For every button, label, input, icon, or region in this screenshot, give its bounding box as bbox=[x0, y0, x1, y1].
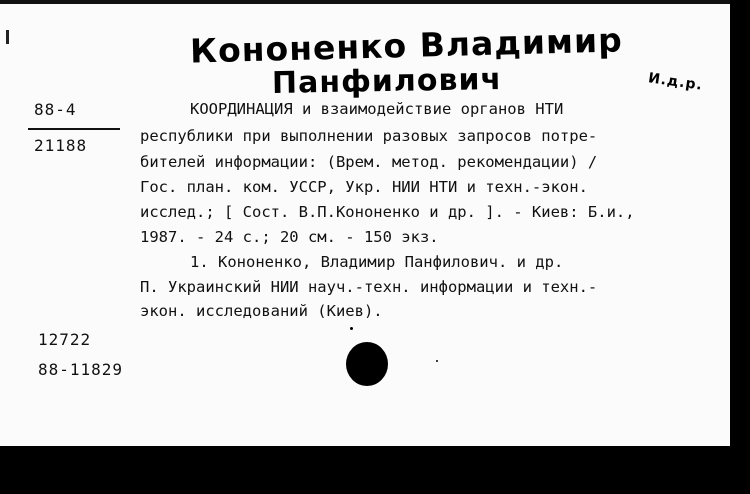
typed-line-6: 1987. - 24 с.; 20 см. - 150 экз. bbox=[140, 228, 439, 246]
scan-right-border bbox=[730, 0, 750, 494]
typed-line-3: бителей информации: (Врем. метод. рекомендации) / bbox=[140, 153, 598, 171]
shelf-number-top: 88-4 bbox=[34, 100, 77, 119]
number-divider bbox=[28, 128, 120, 130]
card-punch-hole bbox=[346, 342, 388, 386]
handwritten-author-line1: Кононенко Владимир bbox=[189, 20, 624, 71]
scan-top-border bbox=[0, 0, 750, 4]
ink-speck bbox=[350, 327, 353, 330]
typed-line-9: экон. исследований (Киев). bbox=[140, 302, 383, 320]
accession-number: 12722 bbox=[38, 330, 92, 349]
typed-line-2: республики при выполнении разовых запросов потре- bbox=[140, 127, 598, 145]
typed-line-5: исслед.; [ Сост. В.П.Кононенко и др. ]. - Киев: Б.и., bbox=[140, 203, 635, 221]
corner-mark bbox=[6, 30, 9, 44]
typed-line-4: Гос. план. ком. УССР, Укр. НИИ НТИ и техн.-экон. bbox=[140, 178, 588, 196]
handwritten-mark: И.д.р. bbox=[647, 70, 704, 94]
ink-speck bbox=[436, 360, 438, 362]
typed-line-1: КООРДИНАЦИЯ и взаимодействие органов НТИ bbox=[190, 100, 564, 118]
record-number: 88-11829 bbox=[38, 360, 124, 379]
shelf-number-lower: 21188 bbox=[34, 136, 88, 155]
typed-line-7: 1. Кононенко, Владимир Панфилович. и др. bbox=[190, 253, 564, 271]
handwritten-author-line2: Панфилович bbox=[271, 61, 503, 102]
typed-line-8: П. Украинский НИИ науч.-техн. информации и техн.- bbox=[140, 278, 598, 296]
